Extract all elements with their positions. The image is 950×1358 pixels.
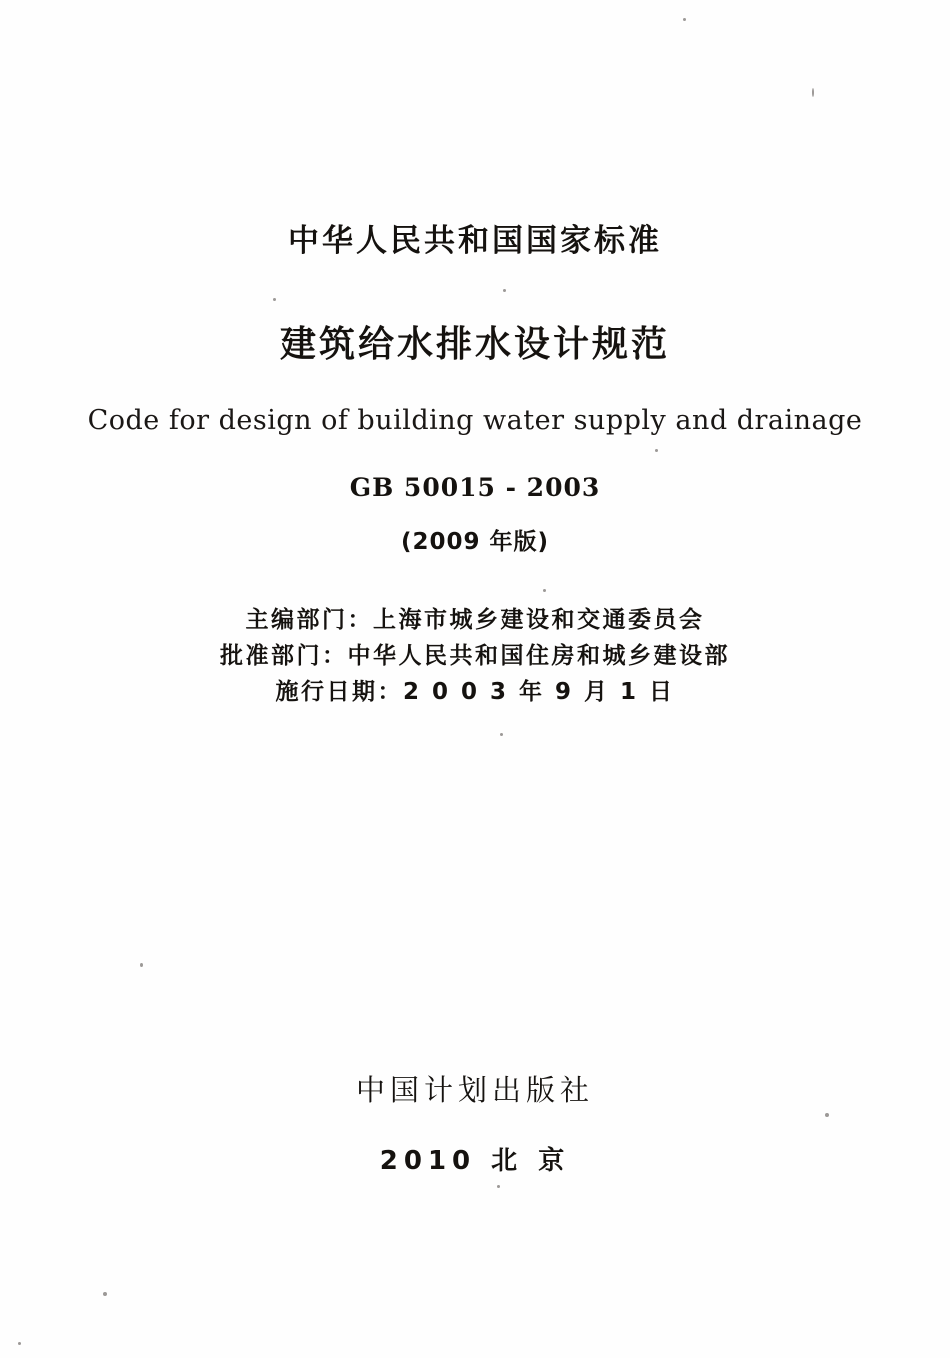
scan-speck — [18, 1342, 21, 1345]
standard-code-number: GB 50015 - 2003 — [349, 473, 601, 502]
standard-authority-heading: 中华人民共和国国家标准 — [288, 223, 662, 259]
metadata-line-effective-date: 施行日期：2 0 0 3 年 9 月 1 日 — [275, 679, 675, 705]
document-metadata — [0, 602, 950, 710]
publisher-name: 中国计划出版社 — [355, 1073, 594, 1107]
scan-speck — [500, 733, 503, 736]
scan-speck — [655, 449, 658, 452]
scan-speck — [683, 18, 686, 21]
scan-speck — [543, 589, 546, 592]
scan-speck — [103, 1292, 107, 1296]
document-title-cn: 建筑给水排水设计规范 — [279, 324, 670, 365]
edition-label: (2009 年版) — [400, 529, 550, 555]
metadata-line-editor: 主编部门：上海市城乡建设和交通委员会 — [245, 607, 705, 633]
metadata-line-approver: 批准部门：中华人民共和国住房和城乡建设部 — [220, 643, 730, 669]
document-title-en: Code for design of building water supply and drainage — [87, 405, 863, 436]
scan-speck — [503, 289, 506, 292]
scan-speck — [812, 88, 814, 97]
scan-speck — [825, 1113, 829, 1117]
publication-place-year: 2010 北 京 — [379, 1146, 571, 1176]
scan-speck — [497, 1185, 500, 1188]
scan-speck — [140, 963, 143, 967]
scan-speck — [273, 298, 276, 301]
